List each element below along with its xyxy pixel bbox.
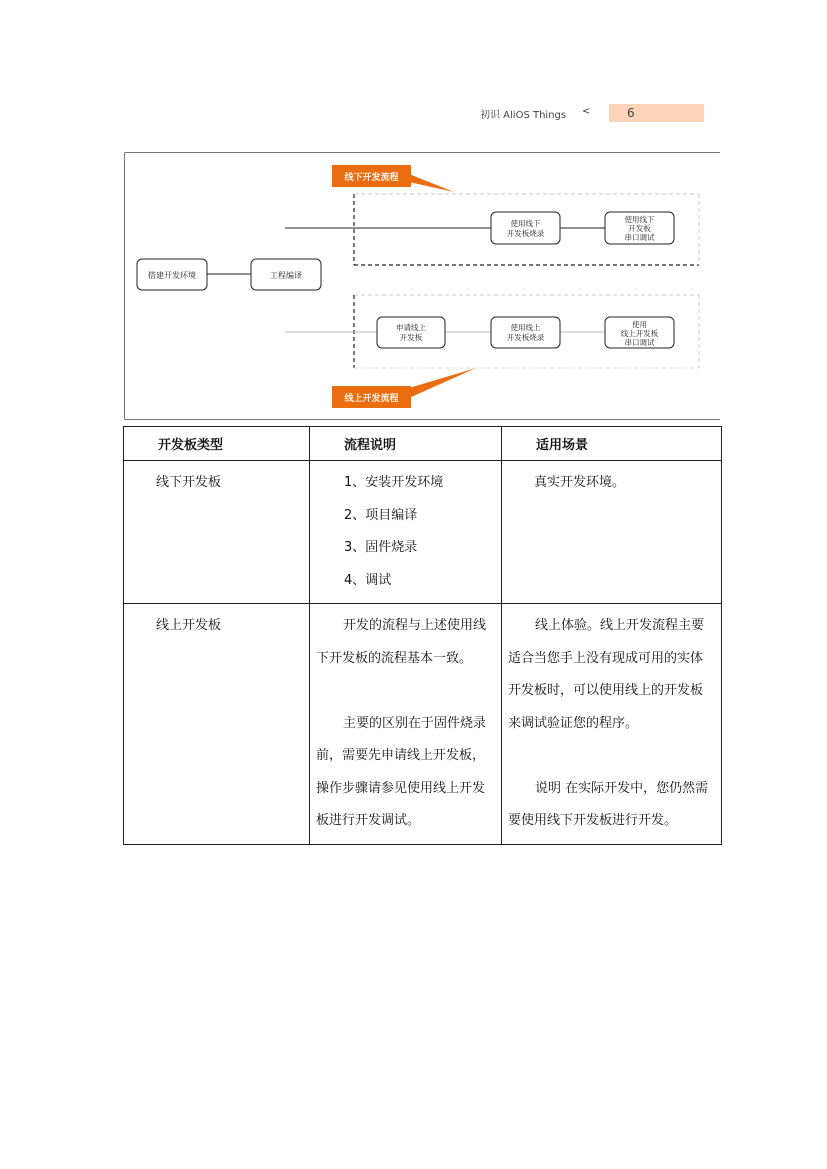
header-separator: < — [582, 106, 591, 117]
col-header-scenario: 适用场景 — [502, 427, 722, 461]
online-note-paragraph: 说明 在实际开发中，您仍然需要使用线下开发板进行开发。 — [508, 780, 709, 828]
online-flow-cell — [310, 604, 502, 845]
online-scenario-paragraph: 线上体验。线上开发流程主要适合当您手上没有现成可用的实体开发板时，可以使用线上的开发板来调试验证您的程序。 — [508, 618, 705, 731]
online-scenario-cell — [502, 604, 722, 845]
offline-scenario-cell: 真实开发环境。 — [502, 461, 722, 604]
offline-debug-label-2: 开发板 — [628, 224, 651, 233]
setup-env-label: 搭建开发环境 — [148, 271, 196, 280]
offline-step: 1、安装开发环境 — [344, 475, 444, 490]
offline-step: 3、固件烧录 — [344, 540, 418, 555]
doc-title: 初识 AliOS Things — [480, 110, 567, 121]
page-number: 6 — [609, 104, 704, 122]
board-type-table — [123, 426, 722, 845]
offline-type-cell: 线下开发板 — [124, 461, 310, 604]
offline-callout-pointer — [409, 174, 454, 192]
col-header-type: 开发板类型 — [124, 427, 310, 461]
offline-debug-label-1: 使用线下 — [624, 215, 655, 224]
online-apply-label-1: 申请线上 — [396, 323, 426, 332]
table-row — [124, 461, 722, 604]
flow-diagram — [124, 152, 720, 420]
offline-flow-cell — [310, 461, 502, 604]
online-debug-label-2: 线上开发板 — [620, 329, 659, 338]
online-debug-label-1: 使用 — [632, 320, 647, 329]
col-header-flow: 流程说明 — [310, 427, 502, 461]
online-callout-pointer — [409, 368, 476, 398]
table-row — [124, 604, 722, 845]
online-flash-label-2: 开发板烧录 — [506, 333, 545, 342]
online-flash-label-1: 使用线上 — [510, 323, 541, 332]
offline-debug-label-3: 串口调试 — [624, 233, 655, 242]
online-flow-paragraph: 主要的区别在于固件烧录前，需要先申请线上开发板，操作步骤请参见使用线上开发板进行开发调试。 — [316, 715, 487, 828]
online-debug-label-3: 串口调试 — [624, 338, 655, 347]
offline-flow-label: 线下开发流程 — [344, 173, 399, 183]
online-flow-paragraph: 开发的流程与上述使用线下开发板的流程基本一致。 — [316, 618, 487, 666]
online-flow-label: 线上开发流程 — [344, 394, 399, 404]
offline-flash-label-1: 使用线下 — [510, 219, 541, 228]
offline-step: 4、调试 — [344, 572, 392, 588]
online-apply-label-2: 开发板 — [399, 333, 423, 342]
table-header-row — [124, 427, 722, 461]
compile-label: 工程编译 — [270, 271, 302, 280]
offline-step: 2、项目编译 — [344, 507, 418, 523]
offline-flash-label-2: 开发板烧录 — [506, 229, 545, 238]
offline-flash-box — [491, 212, 560, 244]
online-type-cell: 线上开发板 — [124, 604, 310, 845]
